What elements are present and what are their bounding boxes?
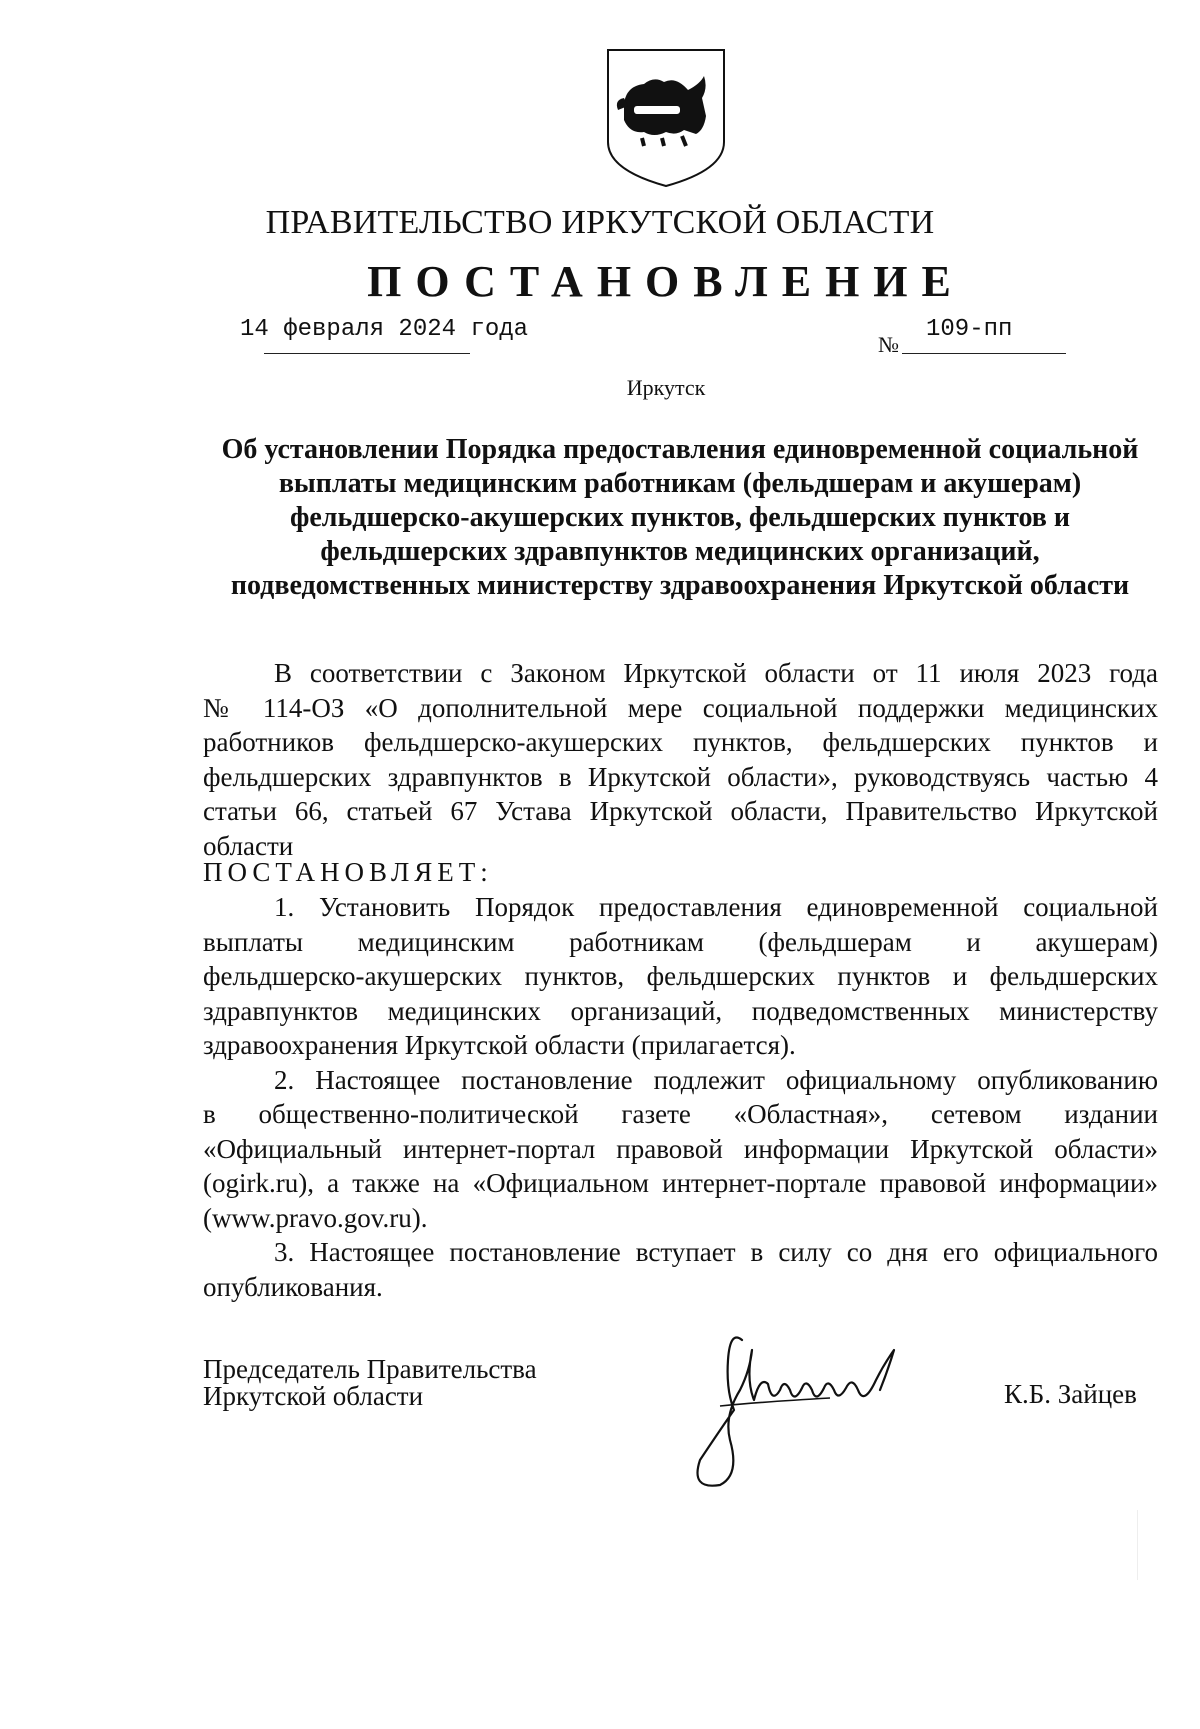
document-number: 109-пп bbox=[926, 316, 1013, 343]
item-1-line: фельдшерско-акушерских пунктов, фельдшерских пунктов и фельдшерских bbox=[203, 961, 1158, 991]
decree-word: ПОСТАНОВЛЯЕТ: bbox=[203, 857, 493, 887]
item-2-line: (ogirk.ru), а также на «Официальном интернет-портале правовой информации» bbox=[203, 1168, 1158, 1198]
item-1-line: 1. Установить Порядок предоставления единовременной социальной bbox=[274, 892, 1158, 922]
document-date: 14 февраля 2024 года bbox=[240, 316, 529, 343]
number-underline bbox=[902, 353, 1066, 354]
handwritten-signature bbox=[680, 1320, 960, 1495]
item-1-line: здравоохранения Иркутской области (прилагается). bbox=[203, 1030, 796, 1060]
text-line: работников фельдшерско-акушерских пунктов, фельдшерских пунктов и bbox=[203, 727, 1158, 757]
text-line: № 114-ОЗ «О дополнительной мере социальной поддержки медицинских bbox=[203, 692, 1158, 723]
subject-line: Об установлении Порядка предоставления единовременной социальной bbox=[221, 434, 1139, 465]
text-line: статьи 66, статьей 67 Устава Иркутской области, Правительство Иркутской bbox=[203, 796, 1158, 826]
subject-line: фельдшерских здравпунктов медицинских организаций, bbox=[320, 536, 1040, 567]
text-line: фельдшерских здравпунктов в Иркутской области», руководствуясь частью 4 bbox=[203, 761, 1158, 792]
issue-place: Иркутск bbox=[626, 375, 706, 400]
number-label: № bbox=[878, 332, 899, 357]
government-name: ПРАВИТЕЛЬСТВО ИРКУТСКОЙ ОБЛАСТИ bbox=[265, 204, 935, 241]
subject-line: подведомственных министерству здравоохранения Иркутской области bbox=[230, 570, 1130, 601]
decree-items bbox=[203, 890, 1158, 1304]
document-subject bbox=[200, 433, 1160, 603]
item-3-line: 3. Настоящее постановление вступает в силу со дня его официального bbox=[274, 1237, 1158, 1267]
signer-position-line: Председатель Правительства bbox=[203, 1354, 537, 1384]
subject-line: выплаты медицинским работникам (фельдшерам и акушерам) bbox=[278, 468, 1082, 499]
item-2-line: (www.pravo.gov.ru). bbox=[203, 1202, 428, 1233]
signer-position bbox=[203, 1356, 537, 1410]
irkutsk-coat-of-arms-icon bbox=[604, 46, 728, 190]
document-type: ПОСТАНОВЛЕНИЕ bbox=[367, 257, 965, 306]
item-2-line: в общественно-политической газете «Областная», сетевом издании bbox=[203, 1099, 1158, 1129]
subject-line: фельдшерско-акушерских пунктов, фельдшерских пунктов и bbox=[289, 502, 1071, 533]
signer-position-line: Иркутской области bbox=[203, 1381, 424, 1411]
preamble-paragraph bbox=[203, 656, 1158, 863]
item-3-line: опубликования. bbox=[203, 1271, 383, 1302]
text-line: области bbox=[203, 830, 294, 861]
text-line: В соответствии с Законом Иркутской области от 11 июля 2023 года bbox=[274, 658, 1158, 688]
item-1-line: выплаты медицинским работникам (фельдшерам и акушерам) bbox=[203, 926, 1158, 957]
signer-name: К.Б. Зайцев bbox=[1004, 1379, 1137, 1409]
item-2-line: «Официальный интернет-портал правовой информации Иркутской области» bbox=[203, 1133, 1158, 1164]
item-2-line: 2. Настоящее постановление подлежит официальному опубликованию bbox=[274, 1064, 1158, 1095]
item-1-line: здравпунктов медицинских организаций, подведомственных министерству bbox=[203, 995, 1158, 1026]
scan-mark bbox=[1137, 1510, 1138, 1580]
date-underline bbox=[264, 353, 470, 354]
